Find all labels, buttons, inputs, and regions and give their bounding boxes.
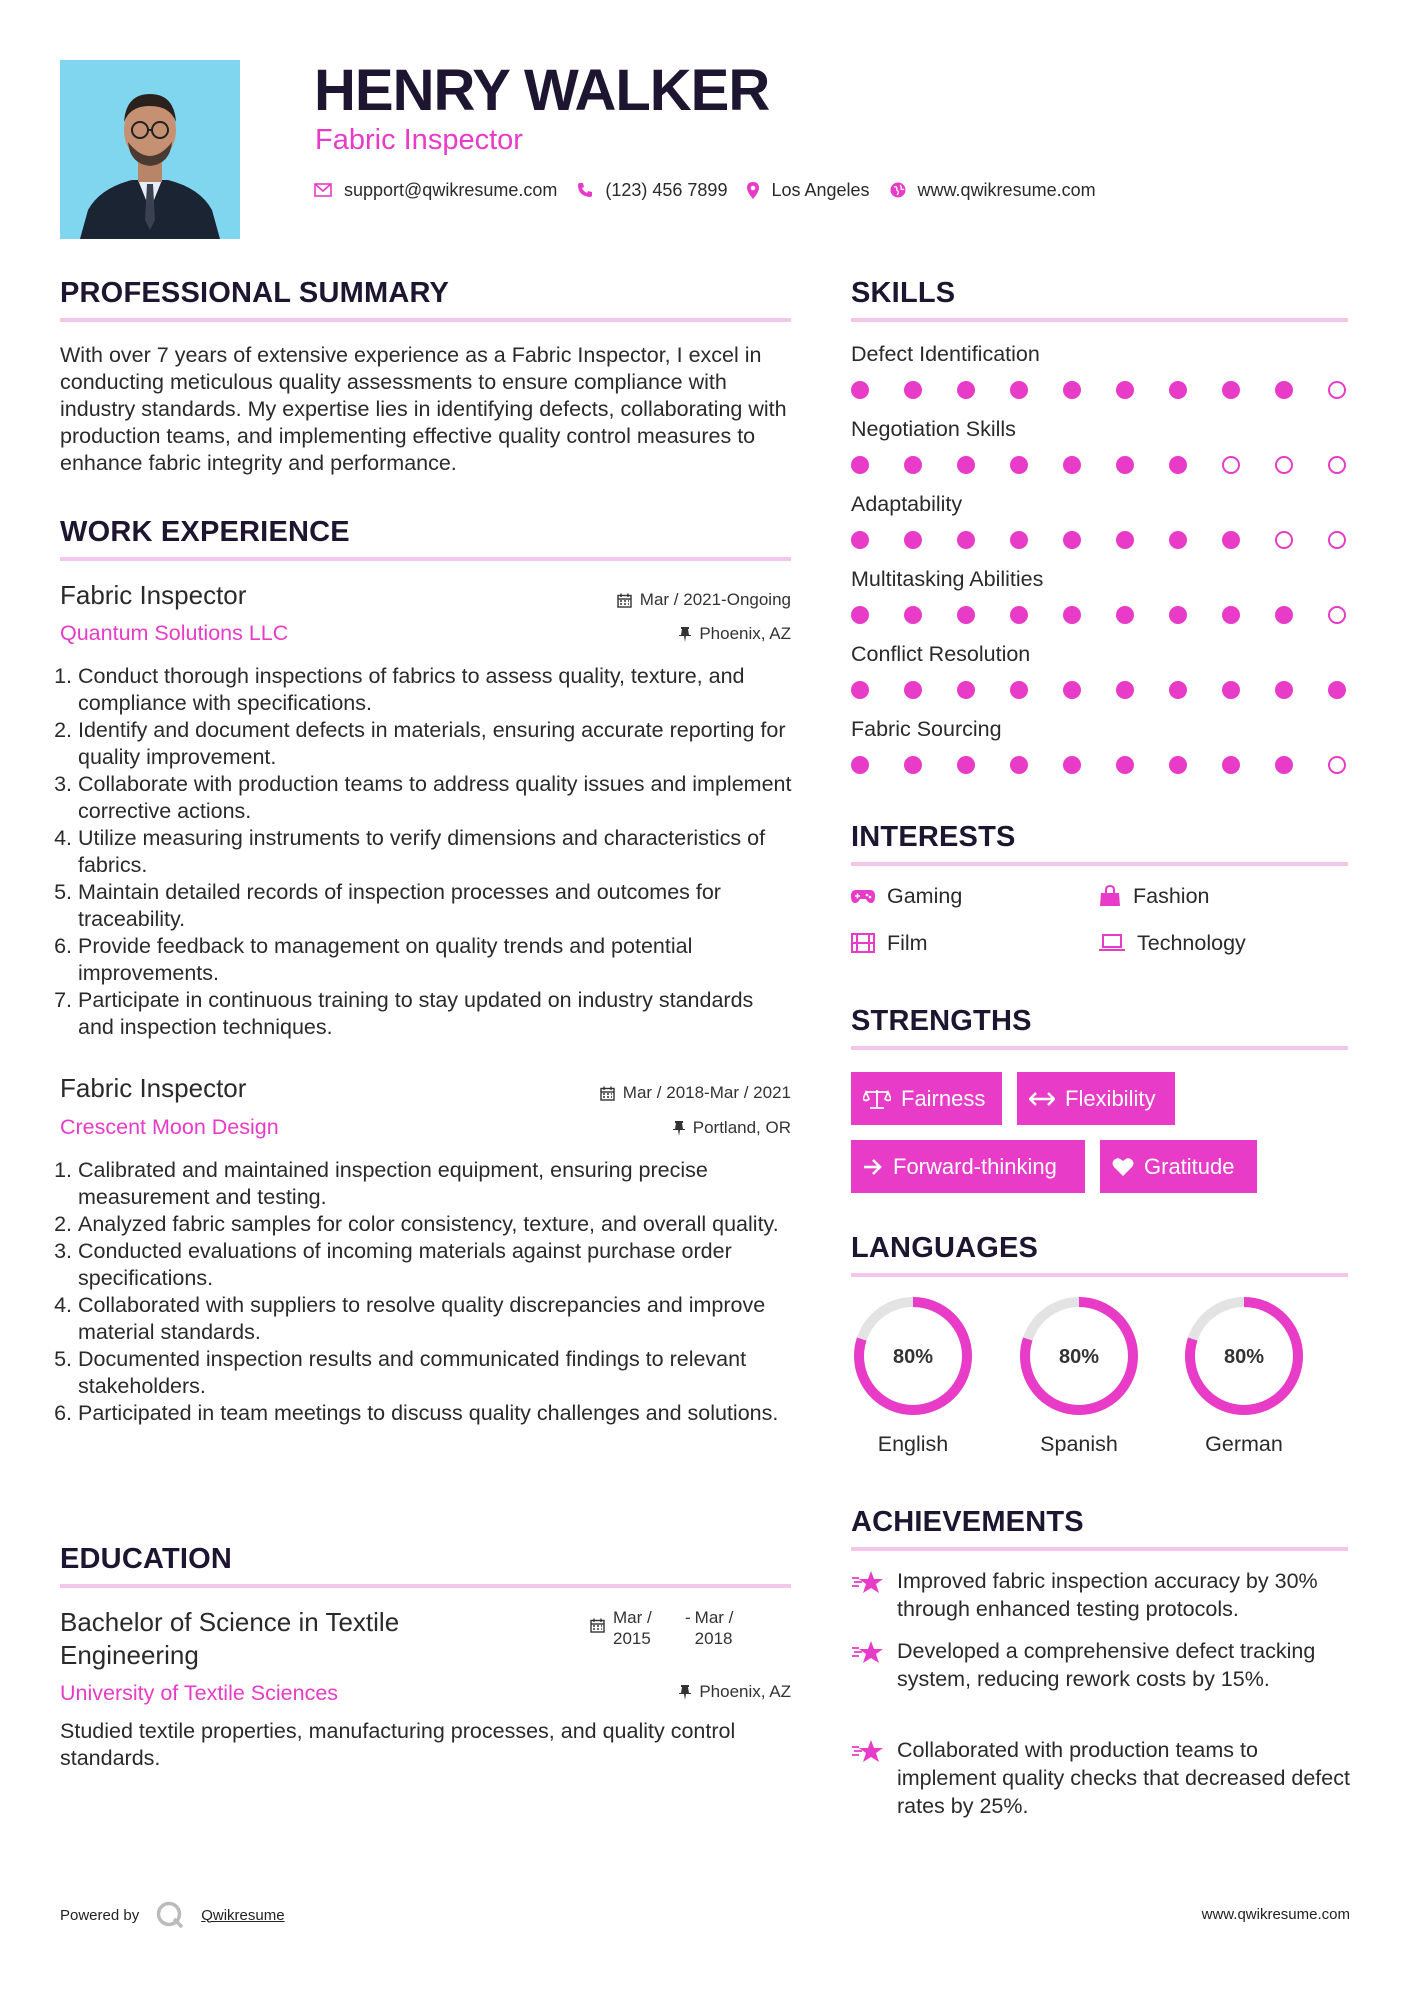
education-dates bbox=[590, 1607, 747, 1649]
footer-site-link[interactable]: www.qwikresume.com bbox=[1201, 1906, 1350, 1923]
rating-dot-filled bbox=[1063, 531, 1081, 549]
job-dates bbox=[617, 589, 791, 611]
skill-rating bbox=[851, 604, 1349, 626]
date-separator: - bbox=[685, 1608, 691, 1627]
degree-title: Bachelor of Science in Textile Engineering bbox=[60, 1607, 400, 1670]
contact-email[interactable] bbox=[314, 180, 557, 201]
email-text: support@qwikresume.com bbox=[344, 179, 558, 200]
pushpin-icon bbox=[673, 1121, 685, 1136]
star-badge-icon bbox=[851, 1639, 885, 1665]
strengths-divider bbox=[851, 1046, 1348, 1050]
rating-dot-filled bbox=[851, 381, 869, 399]
interest-label: Film bbox=[887, 931, 928, 955]
job-dates-text: Mar / 2021-Ongoing bbox=[639, 590, 791, 609]
experience-divider bbox=[60, 557, 791, 561]
phone-icon bbox=[577, 182, 593, 198]
contact-bar bbox=[314, 176, 1116, 204]
rating-dot-filled bbox=[957, 531, 975, 549]
job-location-text: Phoenix, AZ bbox=[699, 624, 791, 643]
rating-dot-filled bbox=[904, 681, 922, 699]
skills-heading: SKILLS bbox=[851, 277, 956, 309]
skill-rating bbox=[851, 529, 1349, 551]
skill-rating bbox=[851, 379, 1349, 401]
skill-name: Adaptability bbox=[851, 492, 963, 516]
rating-dot-filled bbox=[1169, 606, 1187, 624]
rating-dot-empty bbox=[1328, 381, 1346, 399]
education-divider bbox=[60, 1584, 791, 1588]
job-duties-list bbox=[60, 1157, 795, 1427]
arrow-right-icon bbox=[863, 1158, 883, 1176]
website-text: www.qwikresume.com bbox=[917, 179, 1096, 200]
rating-dot-filled bbox=[1116, 756, 1134, 774]
summary-text: With over 7 years of extensive experience as a Fabric Inspector, I excel in conducting meticulous quality assessments to ensure compliance with industry standards. My expertise lies in identifying defects, collaborating with production teams, and implementing effective quality control measures to enhance fabric integrity and performance. bbox=[60, 343, 787, 475]
rating-dot-filled bbox=[1010, 606, 1028, 624]
rating-dot-filled bbox=[1169, 756, 1187, 774]
globe-icon bbox=[890, 182, 906, 198]
rating-dot-filled bbox=[851, 456, 869, 474]
contact-location bbox=[747, 180, 869, 201]
skill-name: Defect Identification bbox=[851, 342, 1040, 366]
job-title: Fabric Inspector bbox=[60, 1073, 247, 1103]
laptop-icon bbox=[1099, 934, 1125, 952]
job-location-text: Portland, OR bbox=[692, 1118, 791, 1137]
company-name: Quantum Solutions LLC bbox=[60, 621, 289, 645]
rating-dot-filled bbox=[851, 606, 869, 624]
language-percent: 80% bbox=[1223, 1346, 1265, 1368]
language-ring bbox=[851, 1294, 975, 1423]
skills-divider bbox=[851, 318, 1348, 322]
interest-label: Fashion bbox=[1133, 884, 1210, 908]
language-ring bbox=[1182, 1294, 1306, 1423]
language-percent: 80% bbox=[892, 1346, 934, 1368]
interest-film bbox=[851, 930, 928, 956]
rating-dot-filled bbox=[1222, 381, 1240, 399]
duty-item: 4. Utilize measuring instruments to verify dimensions and characteristics of fabrics. bbox=[78, 825, 795, 879]
education-heading: EDUCATION bbox=[60, 1543, 233, 1575]
pushpin-icon bbox=[679, 1685, 691, 1700]
strengths-heading: STRENGTHS bbox=[851, 1005, 1032, 1037]
job-dates bbox=[600, 1082, 791, 1104]
achievement-text: Improved fabric inspection accuracy by 30% through enhanced testing protocols. bbox=[897, 1569, 1318, 1621]
duty-item: 5. Maintain detailed records of inspection processes and outcomes for traceability. bbox=[78, 879, 795, 933]
interests-divider bbox=[851, 862, 1348, 866]
calendar-icon bbox=[600, 1086, 615, 1101]
rating-dot-filled bbox=[1222, 531, 1240, 549]
gamepad-icon bbox=[851, 888, 875, 904]
skill-name: Conflict Resolution bbox=[851, 642, 1031, 666]
rating-dot-filled bbox=[851, 531, 869, 549]
rating-dot-filled bbox=[1222, 756, 1240, 774]
calendar-icon bbox=[617, 593, 632, 608]
rating-dot-filled bbox=[1010, 756, 1028, 774]
duty-item: 5. Documented inspection results and communicated findings to relevant stakeholders. bbox=[78, 1346, 795, 1400]
rating-dot-filled bbox=[1010, 381, 1028, 399]
strength-tag bbox=[851, 1072, 1002, 1125]
calendar-icon bbox=[590, 1618, 605, 1633]
rating-dot-filled bbox=[1275, 606, 1293, 624]
rating-dot-filled bbox=[1169, 681, 1187, 699]
rating-dot-filled bbox=[904, 531, 922, 549]
candidate-name: HENRY WALKER bbox=[314, 58, 770, 123]
rating-dot-filled bbox=[904, 756, 922, 774]
languages-heading: LANGUAGES bbox=[851, 1232, 1039, 1264]
achievement-text: Collaborated with production teams to implement quality checks that decreased defect rates by 25%. bbox=[897, 1738, 1350, 1818]
brand-link[interactable]: Qwikresume bbox=[201, 1906, 285, 1924]
rating-dot-filled bbox=[1116, 531, 1134, 549]
interests-heading: INTERESTS bbox=[851, 821, 1016, 853]
profile-photo bbox=[60, 60, 240, 239]
contact-website[interactable] bbox=[890, 180, 1096, 201]
skill-name: Negotiation Skills bbox=[851, 417, 1016, 441]
location-text: Los Angeles bbox=[771, 179, 870, 200]
rating-dot-empty bbox=[1328, 606, 1346, 624]
language-ring bbox=[1017, 1294, 1141, 1423]
rating-dot-filled bbox=[957, 381, 975, 399]
qwikresume-logo-icon bbox=[155, 1900, 185, 1930]
rating-dot-filled bbox=[1116, 456, 1134, 474]
rating-dot-filled bbox=[1222, 681, 1240, 699]
skill-rating bbox=[851, 454, 1349, 476]
interest-technology bbox=[1099, 930, 1246, 956]
powered-by-text: Powered by bbox=[60, 1906, 140, 1924]
skill-name: Fabric Sourcing bbox=[851, 717, 1002, 741]
job-duties-list bbox=[60, 663, 795, 1041]
duty-item: 3. Conducted evaluations of incoming materials against purchase order specifications. bbox=[78, 1238, 795, 1292]
duty-item: 1. Calibrated and maintained inspection equipment, ensuring precise measurement and testing. bbox=[78, 1157, 795, 1211]
interest-label: Gaming bbox=[887, 884, 963, 908]
rating-dot-filled bbox=[1063, 606, 1081, 624]
experience-heading: WORK EXPERIENCE bbox=[60, 516, 350, 548]
rating-dot-filled bbox=[904, 606, 922, 624]
duty-item: 7. Participate in continuous training to stay updated on industry standards and inspection techniques. bbox=[78, 987, 795, 1041]
rating-dot-filled bbox=[1169, 456, 1187, 474]
rating-dot-empty bbox=[1328, 756, 1346, 774]
education-end: Mar / 2018 bbox=[694, 1608, 734, 1648]
rating-dot-filled bbox=[957, 456, 975, 474]
skill-name: Multitasking Abilities bbox=[851, 567, 1044, 591]
phone-text: (123) 456 7899 bbox=[605, 179, 728, 200]
education-start: Mar / 2015 bbox=[613, 1608, 652, 1648]
rating-dot-filled bbox=[957, 756, 975, 774]
language-name: Spanish bbox=[1040, 1432, 1118, 1456]
duty-item: 6. Provide feedback to management on quality trends and potential improvements. bbox=[78, 933, 795, 987]
skill-rating bbox=[851, 754, 1349, 776]
interest-fashion bbox=[1099, 883, 1210, 909]
rating-dot-filled bbox=[1063, 756, 1081, 774]
education-location bbox=[679, 1681, 791, 1703]
duty-item: 1. Conduct thorough inspections of fabrics to assess quality, texture, and compliance with specifications. bbox=[78, 663, 795, 717]
film-icon bbox=[851, 933, 875, 953]
rating-dot-empty bbox=[1222, 456, 1240, 474]
rating-dot-empty bbox=[1275, 531, 1293, 549]
rating-dot-filled bbox=[1275, 381, 1293, 399]
rating-dot-empty bbox=[1328, 456, 1346, 474]
skill-rating bbox=[851, 679, 1349, 701]
language-percent: 80% bbox=[1058, 1346, 1100, 1368]
rating-dot-filled bbox=[1063, 381, 1081, 399]
education-description: Studied textile properties, manufacturing processes, and quality control standards. bbox=[60, 1719, 736, 1770]
rating-dot-filled bbox=[1116, 606, 1134, 624]
rating-dot-filled bbox=[1063, 456, 1081, 474]
job-location bbox=[673, 1117, 791, 1139]
rating-dot-filled bbox=[957, 606, 975, 624]
rating-dot-filled bbox=[1328, 681, 1346, 699]
achievements-heading: ACHIEVEMENTS bbox=[851, 1506, 1084, 1538]
map-marker-icon bbox=[747, 182, 759, 199]
achievement-item bbox=[851, 1736, 1351, 1820]
heart-icon bbox=[1112, 1157, 1134, 1177]
rating-dot-filled bbox=[1275, 756, 1293, 774]
rating-dot-filled bbox=[904, 456, 922, 474]
education-location-text: Phoenix, AZ bbox=[699, 1682, 791, 1701]
summary-divider bbox=[60, 318, 791, 322]
rating-dot-filled bbox=[1275, 681, 1293, 699]
achievement-item bbox=[851, 1637, 1351, 1693]
languages-divider bbox=[851, 1273, 1348, 1277]
strength-tag bbox=[1017, 1072, 1175, 1125]
rating-dot-filled bbox=[851, 681, 869, 699]
duty-item: 3. Collaborate with production teams to address quality issues and implement corrective actions. bbox=[78, 771, 795, 825]
star-badge-icon bbox=[851, 1569, 885, 1595]
summary-heading: PROFESSIONAL SUMMARY bbox=[60, 277, 450, 309]
contact-phone[interactable] bbox=[577, 180, 727, 201]
achievement-text: Developed a comprehensive defect tracking system, reducing rework costs by 15%. bbox=[897, 1639, 1316, 1691]
rating-dot-filled bbox=[1010, 681, 1028, 699]
candidate-role: Fabric Inspector bbox=[315, 124, 523, 156]
rating-dot-filled bbox=[1116, 681, 1134, 699]
duty-item: 2. Identify and document defects in materials, ensuring accurate reporting for quality improvement. bbox=[78, 717, 795, 771]
strength-label: Flexibility bbox=[1065, 1085, 1156, 1111]
rating-dot-filled bbox=[851, 756, 869, 774]
company-name: Crescent Moon Design bbox=[60, 1115, 279, 1139]
rating-dot-filled bbox=[1116, 381, 1134, 399]
star-badge-icon bbox=[851, 1738, 885, 1764]
job-title: Fabric Inspector bbox=[60, 580, 247, 610]
job-location bbox=[679, 623, 791, 645]
strength-label: Gratitude bbox=[1144, 1153, 1235, 1179]
rating-dot-filled bbox=[1169, 531, 1187, 549]
interest-label: Technology bbox=[1137, 931, 1246, 955]
duty-item: 2. Analyzed fabric samples for color consistency, texture, and overall quality. bbox=[78, 1211, 795, 1238]
rating-dot-filled bbox=[957, 681, 975, 699]
rating-dot-filled bbox=[1169, 381, 1187, 399]
rating-dot-empty bbox=[1328, 531, 1346, 549]
language-name: English bbox=[877, 1432, 949, 1456]
school-name: University of Textile Sciences bbox=[60, 1681, 339, 1705]
strength-tag bbox=[851, 1140, 1085, 1193]
duty-item: 4. Collaborated with suppliers to resolve quality discrepancies and improve material standards. bbox=[78, 1292, 795, 1346]
shopping-bag-icon bbox=[1099, 885, 1121, 907]
achievements-divider bbox=[851, 1547, 1348, 1551]
arrows-horizontal-icon bbox=[1029, 1092, 1055, 1106]
rating-dot-filled bbox=[1010, 456, 1028, 474]
footer-powered-by bbox=[60, 1900, 285, 1930]
rating-dot-filled bbox=[1063, 681, 1081, 699]
envelope-icon bbox=[314, 183, 332, 197]
balance-scale-icon bbox=[863, 1088, 891, 1110]
rating-dot-filled bbox=[1222, 606, 1240, 624]
job-dates-text: Mar / 2018-Mar / 2021 bbox=[622, 1083, 791, 1102]
strength-label: Forward-thinking bbox=[893, 1153, 1057, 1179]
rating-dot-filled bbox=[1010, 531, 1028, 549]
pushpin-icon bbox=[679, 627, 691, 642]
language-name: German bbox=[1205, 1432, 1283, 1456]
rating-dot-empty bbox=[1275, 456, 1293, 474]
achievement-item bbox=[851, 1567, 1351, 1623]
rating-dot-filled bbox=[904, 381, 922, 399]
strength-label: Fairness bbox=[901, 1085, 986, 1111]
duty-item: 6. Participated in team meetings to discuss quality challenges and solutions. bbox=[78, 1400, 795, 1427]
interest-gaming bbox=[851, 883, 962, 909]
strength-tag bbox=[1100, 1140, 1257, 1193]
